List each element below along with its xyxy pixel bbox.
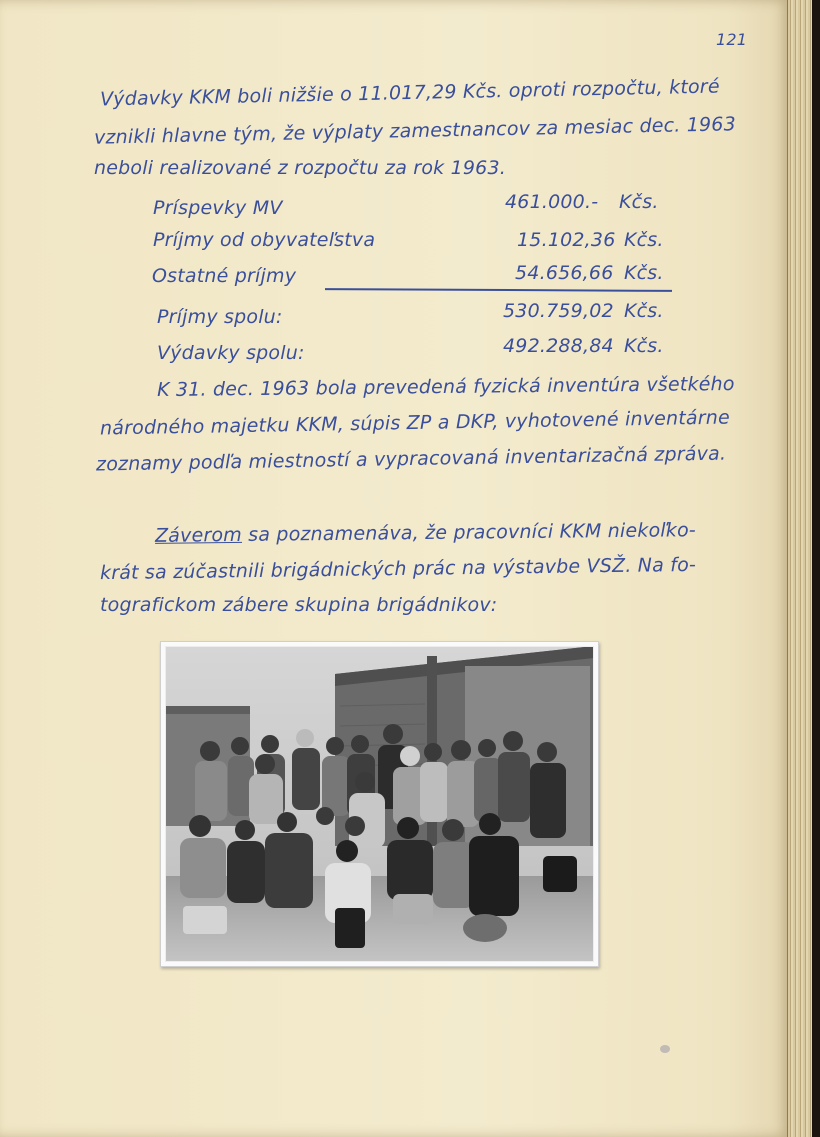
paragraph2-line2: národného majetku KKM, súpis ZP a DKP, vyhotovené inventárne xyxy=(99,406,731,440)
ledger-unit-contributions: Kčs. xyxy=(619,191,659,213)
group-photograph xyxy=(160,641,599,967)
ledger-unit-other: Kčs. xyxy=(624,262,664,284)
ink-stain xyxy=(660,1045,670,1053)
ledger-amount-other: 54.656,66 xyxy=(515,262,614,284)
ledger-unit-population: Kčs. xyxy=(624,229,664,251)
ledger-amount-contributions: 461.000.- xyxy=(505,191,599,213)
paragraph3-line3: tografickom zábere skupina brigádnikov: xyxy=(100,594,498,616)
ledger-label-contributions: Príspevky MV xyxy=(153,197,283,219)
ledger-unit-total-income: Kčs. xyxy=(624,300,664,322)
ledger-amount-population: 15.102,36 xyxy=(517,229,616,251)
paragraph3-line1-rest: sa poznamenáva, že pracovníci KKM niekoľko- xyxy=(241,519,697,546)
ledger-label-total-expenses: Výdavky spolu: xyxy=(157,342,305,364)
paragraph3-line2: krát sa zúčastnili brigádnických prác na výstavbe VSŽ. Na fo- xyxy=(99,553,697,585)
ledger-label-other: Ostatné príjmy xyxy=(152,265,297,287)
ledger-amount-total-income: 530.759,02 xyxy=(503,300,614,322)
page-edges xyxy=(787,0,820,1137)
photo-image xyxy=(165,646,594,962)
paragraph3-line1 xyxy=(155,519,696,547)
page-number: 121 xyxy=(716,30,748,49)
paragraph1-line2: vznikli hlavne tým, že výplaty zamestnancov za mesiac dec. 1963 xyxy=(93,113,737,149)
paragraph1-line3: neboli realizované z rozpočtu za rok 1963. xyxy=(94,157,506,179)
paragraph2-line1: K 31. dec. 1963 bola prevedená fyzická inventúra všetkého xyxy=(156,372,735,402)
paragraph1-line1: Výdavky KKM boli nižšie o 11.017,29 Kčs. oproti rozpočtu, ktoré xyxy=(99,75,720,111)
paragraph2-line3: zoznamy podľa miestností a vypracovaná inventarizačná zpráva. xyxy=(95,442,727,476)
ledger-label-population: Príjmy od obyvateľstva xyxy=(153,229,376,251)
ledger-unit-total-expenses: Kčs. xyxy=(624,335,664,357)
sum-rule xyxy=(325,288,672,292)
ledger-amount-total-expenses: 492.288,84 xyxy=(503,335,614,357)
ledger-label-total-income: Príjmy spolu: xyxy=(157,306,283,328)
paragraph3-lead: Záverom xyxy=(154,523,243,547)
